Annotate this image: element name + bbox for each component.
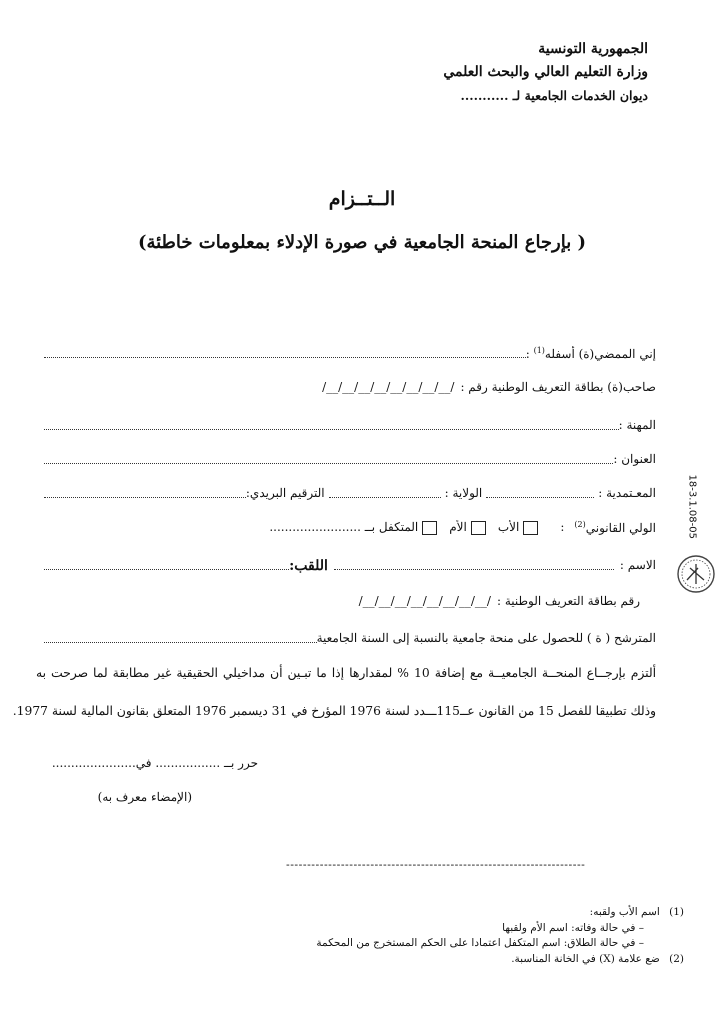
governorate-field[interactable]	[329, 486, 441, 498]
footnote-2-text: ضع علامة (X) في الخانة المناسبة.	[511, 953, 660, 965]
footnote-2-number: (2)	[669, 953, 684, 965]
written-at[interactable]: حرر بــ ................. في......................	[51, 756, 258, 770]
surname-field[interactable]	[44, 558, 289, 570]
footnote-1-case-b: – في حالة الطلاق: اسم المتكفل اعتمادا على الحكم المستخرج من المحكمة	[316, 937, 644, 949]
footnotes-block	[264, 906, 684, 969]
name-label: الاسم :	[619, 558, 656, 572]
page-title: الــتــزام	[328, 188, 396, 210]
form-reference: 18-3.1.08-05	[686, 474, 698, 539]
carer-option-label[interactable]: المتكفل بــ ........................	[269, 520, 419, 534]
signer-row	[40, 346, 656, 368]
header-office: ديوان الخدمات الجامعية لـ ...........	[460, 88, 648, 103]
profession-field[interactable]	[44, 418, 619, 430]
footnote-1-number: (1)	[669, 906, 684, 918]
seal-icon	[676, 554, 716, 594]
mother-checkbox[interactable]	[471, 521, 486, 535]
person-id-field[interactable]: /__/__/__/__/__/__/__/__/	[358, 594, 491, 608]
signature-note: (الإمضاء معرف به)	[97, 790, 192, 804]
commitment-line-2: وذلك تطبيقا للفصل 15 من القانون عــ115ـــدد لسنة 1976 المؤرخ في 31 ديسمبر 1976 المتعلق بقانون المالية لسنة 1977.	[12, 704, 656, 718]
carer-checkbox[interactable]	[422, 521, 437, 535]
footnote-separator: -----------------------------------------------------------------------	[286, 858, 586, 871]
seal-stamp	[676, 554, 716, 598]
address-field[interactable]	[44, 452, 613, 464]
delegation-label: المعـتمدية :	[598, 486, 656, 500]
surname-label: اللقب:	[289, 558, 328, 574]
postal-label: الترقيم البريدي:	[245, 486, 325, 500]
person-id-row	[40, 594, 656, 616]
guardian-label: الولي القانوني$^{(2)}$	[574, 520, 656, 535]
id-card-field[interactable]: /__/__/__/__/__/__/__/__/	[322, 380, 455, 394]
signer-field[interactable]	[44, 346, 526, 358]
candidate-label: المترشح ( ة ) للحصول على منحة جامعية بالنسبة إلى السنة الجامعية	[316, 631, 656, 645]
academic-year-field[interactable]	[44, 631, 317, 643]
governorate-label: الولاية :	[444, 486, 483, 500]
footnote-1-text: اسم الأب ولقبه:	[589, 906, 660, 918]
id-card-row	[40, 380, 656, 402]
postal-field[interactable]	[44, 486, 246, 498]
page-subtitle: ( بإرجاع المنحة الجامعية في صورة الإدلاء بمعلومات خاطئة)	[137, 232, 587, 253]
commitment-line-1: ألتزم بإرجــاع المنحــة الجامعيــة مع إضافة 10 % لمقدارها إذا ما تبـين أن مداخيلي الحقيقية غير مطابقة لما صرحت به	[36, 666, 657, 680]
location-row	[40, 486, 656, 508]
guardian-footnote-ref: (2)	[574, 520, 586, 529]
id-card-label: صاحب(ة) بطاقة التعريف الوطنية رقم :	[460, 380, 656, 394]
guardian-row: الولي القانوني$^{(2)}$ : الأب الأم المتكفل بــ ........................	[269, 520, 656, 535]
profession-label: المهنة :	[618, 418, 656, 432]
signer-footnote-ref: (1)	[533, 346, 545, 355]
header-ministry: وزارة التعليم العالي والبحث العلمي	[443, 64, 648, 80]
footnote-1-case-a: – في حالة وفاته: اسم الأم ولقبها	[502, 922, 644, 934]
address-label: العنوان :	[613, 452, 656, 466]
candidate-row	[40, 631, 656, 653]
delegation-field[interactable]	[486, 486, 594, 498]
ministry-header	[443, 38, 648, 107]
mother-option-label: الأم	[449, 520, 467, 534]
profession-row	[40, 418, 656, 440]
name-field[interactable]	[334, 558, 614, 570]
header-republic: الجمهورية التونسية	[538, 41, 648, 57]
father-option-label: الأب	[497, 520, 520, 534]
father-checkbox[interactable]	[523, 521, 538, 535]
person-id-label: رقم بطاقة التعريف الوطنية :	[496, 594, 640, 608]
address-row	[40, 452, 656, 474]
name-row	[40, 558, 656, 580]
signer-label: إني الممضي(ة) أسفله$^{(1)}$ :	[525, 346, 656, 361]
